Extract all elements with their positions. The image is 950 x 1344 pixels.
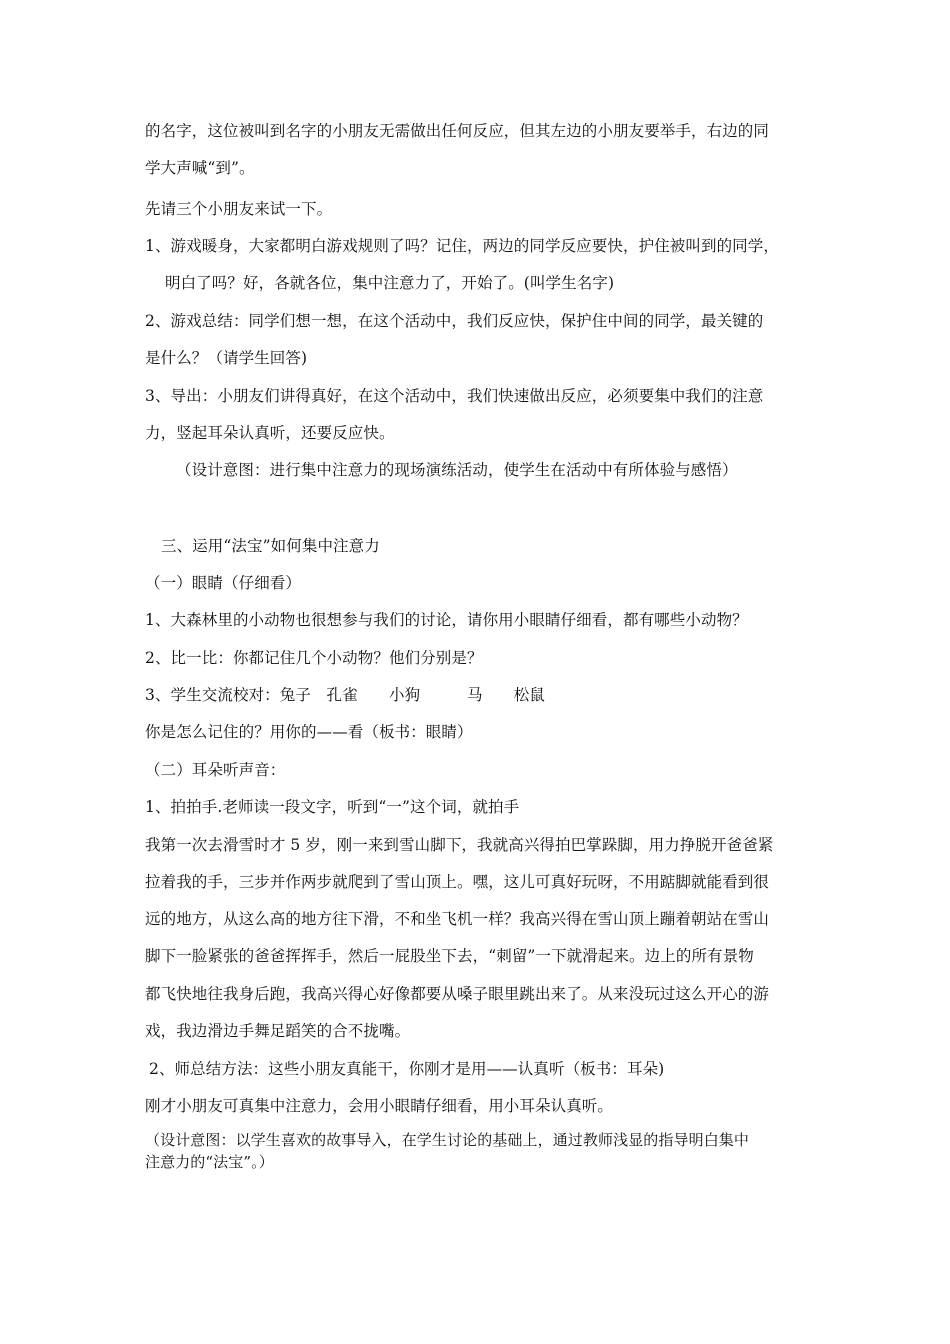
text-line: 你是怎么记住的？用你的——看（板书：眼睛）	[145, 723, 473, 741]
text-line: 3、导出：小朋友们讲得真好，在这个活动中，我们快速做出反应，必须要集中我们的注意	[145, 387, 764, 405]
text-line: 1、大森林里的小动物也很想参与我们的讨论，请你用小眼睛仔细看，都有哪些小动物？	[145, 611, 748, 629]
text-line: 刚才小朋友可真集中注意力，会用小眼睛仔细看，用小耳朵认真听。	[145, 1097, 614, 1115]
text-line: 的名字，这位被叫到名字的小朋友无需做出任何反应，但其左边的小朋友要举手，右边的同	[145, 122, 770, 140]
text-line: 脚下一脸紧张的爸爸挥挥手，然后一屁股坐下去，“刺留”一下就滑起来。边上的所有景物	[145, 947, 754, 965]
subsection-heading: （二）耳朵听声音：	[145, 761, 286, 779]
text-line: 先请三个小朋友来试一下。	[145, 200, 333, 218]
text-line: 拉着我的手，三步并作两步就爬到了雪山顶上。嘿，这儿可真好玩呀，不用踮脚就能看到很	[145, 873, 770, 891]
text-line: 1、拍拍手.老师读一段文字，听到“一”这个词，就拍手	[145, 798, 520, 816]
text-line: 我第一次去滑雪时才 5 岁，刚一来到雪山脚下，我就高兴得拍巴掌跺脚，用力挣脱开爸爸紧	[145, 836, 774, 854]
text-line: 2、师总结方法：这些小朋友真能干，你刚才是用——认真听（板书：耳朵)	[149, 1060, 665, 1078]
text-line: 2、比一比：你都记住几个小动物？他们分别是？	[145, 649, 483, 667]
subsection-heading: （一）眼睛（仔细看）	[145, 574, 302, 592]
section-heading: 三、运用“法宝”如何集中注意力	[161, 537, 380, 555]
text-line: 力，竖起耳朵认真听，还要反应快。	[145, 424, 395, 442]
text-line: 明白了吗？好，各就各位，集中注意力了，开始了。(叫学生名字)	[165, 274, 615, 292]
text-line: 远的地方，从这么高的地方往下滑，不和坐飞机一样？我高兴得在雪山顶上蹦着朝站在雪山	[145, 910, 770, 928]
design-intent-note: 注意力的“法宝”。）	[145, 1153, 274, 1171]
text-line: 3、学生交流校对：兔子 孔雀 小狗 马 松鼠	[145, 686, 545, 704]
text-line: 2、游戏总结：同学们想一想，在这个活动中，我们反应快，保护住中间的同学，最关键的	[145, 312, 764, 330]
text-line: 都飞快地往我身后跑，我高兴得心好像都要从嗓子眼里跳出来了。从来没玩过这么开心的游	[145, 985, 770, 1003]
text-line: 1、游戏暖身，大家都明白游戏规则了吗？记住，两边的同学反应要快，护住被叫到的同学，	[145, 237, 779, 255]
design-intent-note: （设计意图：以学生喜欢的故事导入，在学生讨论的基础上，通过教师浅显的指导明白集中	[145, 1131, 750, 1149]
design-intent-note: （设计意图：进行集中注意力的现场演练活动，使学生在活动中有所体验与感悟）	[176, 461, 738, 479]
text-line: 是什么？（请学生回答)	[145, 349, 308, 367]
text-line: 学大声喊“到”。	[145, 159, 255, 177]
text-line: 戏，我边滑边手舞足蹈笑的合不拢嘴。	[145, 1022, 411, 1040]
